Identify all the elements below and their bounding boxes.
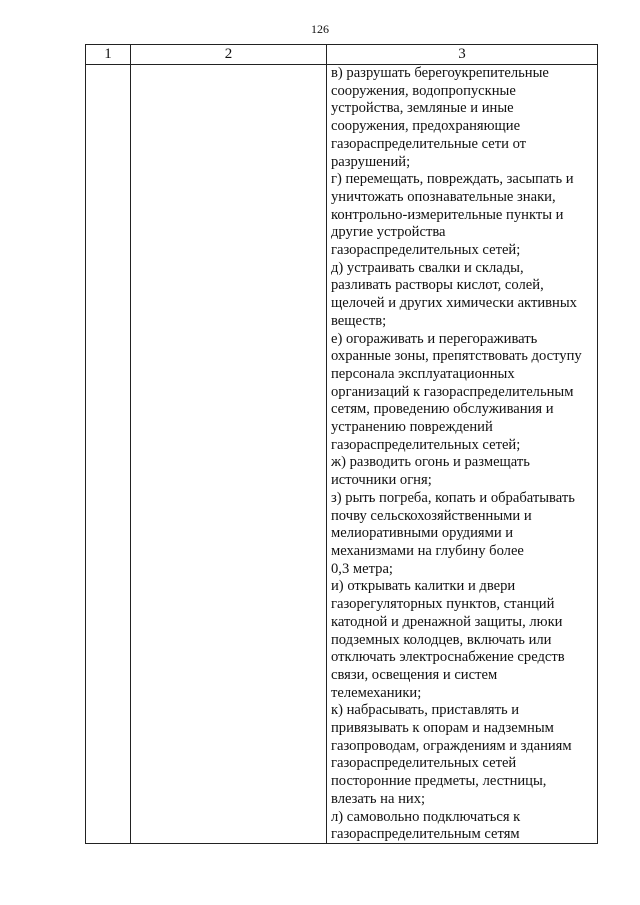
text-line: мелиоративными орудиями и	[331, 525, 514, 542]
text-line: подземных колодцев, включать или	[331, 631, 552, 648]
text-line: телемеханики;	[331, 684, 422, 701]
text-line: катодной и дренажной защиты, люки	[331, 613, 563, 630]
text-line: д) устраивать свалки и склады,	[331, 259, 524, 276]
column-divider-1	[130, 45, 131, 843]
text-line: газопроводам, ограждениям и зданиям	[331, 737, 572, 754]
column-3-text	[327, 65, 599, 844]
text-line: щелочей и других химически активных	[331, 295, 577, 312]
text-line: привязывать к опорам и надземным	[331, 720, 554, 737]
text-line: посторонние предметы, лестницы,	[331, 773, 547, 790]
text-line: л) самовольно подключаться к	[331, 808, 521, 825]
text-line: отключать электроснабжение средств	[331, 649, 565, 666]
text-line: источники огня;	[331, 472, 432, 489]
header-cell-2: 2	[224, 46, 233, 62]
text-line: газораспределительные сети от	[331, 135, 527, 152]
text-line: механизмами на глубину более	[331, 542, 524, 559]
text-line: з) рыть погреба, копать и обрабатывать	[331, 489, 575, 506]
text-line: другие устройства	[331, 224, 446, 241]
text-line: газораспределительных сетей;	[331, 436, 521, 453]
text-line: связи, освещения и систем	[331, 666, 498, 683]
text-line: газораспределительным сетям	[331, 826, 520, 843]
text-line: г) перемещать, повреждать, засыпать и	[331, 171, 574, 188]
text-line: уничтожать опознавательные знаки,	[331, 188, 556, 205]
text-line: контрольно-измерительные пункты и	[331, 206, 564, 223]
text-line: разливать растворы кислот, солей,	[331, 277, 544, 294]
header-cell-3: 3	[458, 46, 466, 62]
text-line: газорегуляторных пунктов, станций	[331, 596, 555, 613]
text-line: газораспределительных сетей;	[331, 242, 521, 259]
text-line: организаций к газораспределительным	[331, 383, 574, 400]
text-line: почву сельскохозяйственными и	[331, 507, 532, 524]
text-line: влезать на них;	[331, 790, 426, 807]
text-line: к) набрасывать, приставлять и	[331, 702, 520, 719]
page-number: 126	[311, 22, 329, 36]
table-header-row	[86, 45, 597, 65]
text-line: ж) разводить огонь и размещать	[331, 454, 530, 471]
text-line: в) разрушать берегоукрепительные	[331, 65, 549, 81]
document-table	[85, 44, 598, 844]
text-line: е) огораживать и перегораживать	[331, 330, 538, 347]
text-line: устранению повреждений	[331, 419, 493, 436]
text-line: сооружения, предохраняющие	[331, 118, 521, 135]
text-line: 0,3 метра;	[331, 560, 393, 577]
header-cell-1: 1	[104, 46, 112, 62]
text-line: охранные зоны, препятствовать доступу	[331, 348, 582, 365]
text-line: сооружения, водопропускные	[331, 82, 516, 99]
text-line: веществ;	[331, 312, 387, 329]
text-line: разрушений;	[331, 153, 411, 170]
text-line: устройства, земляные и иные	[331, 100, 514, 117]
text-line: газораспределительных сетей	[331, 755, 517, 772]
text-line: и) открывать калитки и двери	[331, 578, 516, 595]
text-line: сетям, проведению обслуживания и	[331, 401, 554, 418]
text-line: персонала эксплуатационных	[331, 365, 515, 382]
